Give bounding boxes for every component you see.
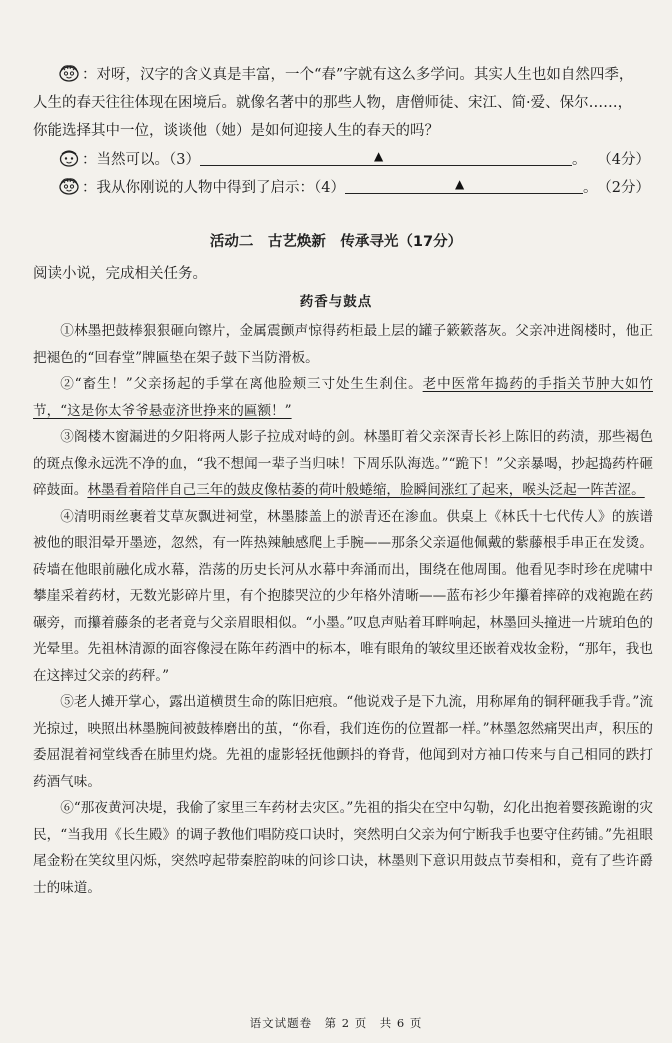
story-paragraph-2-text: ②“畜生！”父亲扬起的手掌在离他脸颊三寸处生生刹住。 xyxy=(60,376,423,392)
story-title: 药香与鼓点 xyxy=(299,294,373,310)
answer-4-end: 。 xyxy=(582,180,598,196)
teacher-face-icon xyxy=(58,64,80,82)
answer-4-blank[interactable] xyxy=(345,179,583,194)
answer-3-prefix: ：当然可以。（3） xyxy=(82,152,200,168)
story-paragraph-3-underlined: 林墨看着陪伴自己三年的鼓皮像枯萎的荷叶般蜷缩，脸瞬间涨红了起来，喉头泛起一阵苦涩。 xyxy=(87,482,645,498)
story-paragraph-1: ①林墨把鼓棒狠狠砸向镲片，金属震颤声惊得药柜最上层的罐子簌簌落灰。父亲冲进阁楼时，他正把褪色的“回春堂”牌匾垫在架子鼓下当防滑板。 xyxy=(33,323,653,366)
dialog-line-3: 你能选择其中一位，谈谈他（她）是如何迎接人生的春天的吗？ xyxy=(33,123,439,139)
story-paragraph-3 xyxy=(33,424,653,504)
dialog-answer-3 xyxy=(58,147,650,173)
teacher-face-icon xyxy=(58,177,80,195)
page-footer: 语文试题卷 第 2 页 共 6 页 xyxy=(249,1016,423,1030)
answer-3-marker: ▲ xyxy=(373,149,384,163)
section-instruction: 阅读小说，完成相关任务。 xyxy=(33,266,207,282)
answer-3-end: 。 xyxy=(571,152,587,168)
story-paragraph-2-underlined: 老中医常年捣药的手指关节肿大如竹节，“这是你太爷爷悬壶济世挣来的匾额！” xyxy=(33,376,654,419)
student-face-icon xyxy=(58,149,80,167)
dialog-line-1-text: ：对呀，汉字的含义真是丰富，一个“春”字就有这么多学问。其实人生也如自然四季， xyxy=(82,67,634,83)
answer-3-blank[interactable] xyxy=(200,151,572,166)
answer-4-prefix: ：我从你刚说的人物中得到了启示：（4） xyxy=(82,180,345,196)
story-paragraph-5: ⑤老人摊开掌心，露出道横贯生命的陈旧疤痕。“他说戏子是下九流，用称犀角的铜秤砸我手背。”流光掠过，映照出林墨腕间被鼓棒磨出的茧，“你看，我们连伤的位置都一样。”林墨忽然痛哭出声，积压的委屈混着祠堂线香在肺里灼烧。先祖的虚影轻抚他颤抖的脊背，他闻到对方袖口传来与自己相同的跌打药酒气味。 xyxy=(33,694,653,790)
story-paragraph-4: ④清明雨丝裹着艾草灰飘进祠堂，林墨膝盖上的淤青还在渗血。供桌上《林氏十七代传人》的族谱被他的眼泪晕开墨迹，忽然，有一阵热辣触感爬上手腕——那条父亲逼他佩戴的紫藤根手串正在发烫。砖墙在他眼前融化成水幕，浩荡的历史长河从水幕中奔涌而出，围绕在他周围。他看见李时珍在虎啸中攀崖采着药材，无数光影碎片里，有个抱膝哭泣的少年格外清晰——蓝布衫少年攥着摔碎的戏袍跪在药碾旁，而攥着藤条的老者竟与父亲眉眼相似。“小墨。”叹息声贴着耳畔响起，林墨回头撞进一片琥珀色的光晕里。先祖林清源的面容像浸在陈年药酒中的标本，唯有眼角的皱纹里还嵌着戏妆金粉，“那年，我也在这摔过父亲的药秤。” xyxy=(33,508,653,684)
story-paragraph-2 xyxy=(33,371,653,424)
answer-3-score: （4分） xyxy=(597,152,650,168)
answer-4-score: （2分） xyxy=(597,180,650,196)
dialog-answer-4 xyxy=(58,175,650,201)
answer-4-marker: ▲ xyxy=(454,177,465,191)
section-title: 活动二 古艺焕新 传承寻光（17分） xyxy=(209,234,463,250)
dialog-teacher-line-1 xyxy=(58,62,648,88)
story-paragraph-6: ⑥“那夜黄河决堤，我偷了家里三车药材去灾区。”先祖的指尖在空中勾勒，幻化出抱着婴孩跪谢的灾民，“当我用《长生殿》的调子教他们唱防疫口诀时，突然明白父亲为何宁断我手也要守住药铺。”先祖眼尾金粉在笑纹里闪烁，突然哼起带秦腔韵味的问诊口诀，林墨则下意识用鼓点节奏相和，竟有了些许爵士的味道。 xyxy=(33,800,653,896)
dialog-line-2: 人生的春天往往体现在困境后。就像名著中的那些人物，唐僧师徒、宋江、简·爱、保尔……， xyxy=(33,95,633,111)
story-paragraph-3-text: ③阁楼木窗漏进的夕阳将两人影子拉成对峙的剑。林墨盯着父亲深青长衫上陈旧的药渍，那些褐色的斑点像永远洗不净的血，“我不想闻一辈子当归味！下周乐队海选。”“跪下！”父亲暴喝，抄起捣药杵砸碎鼓面。 xyxy=(33,429,653,498)
story-body xyxy=(33,318,653,901)
